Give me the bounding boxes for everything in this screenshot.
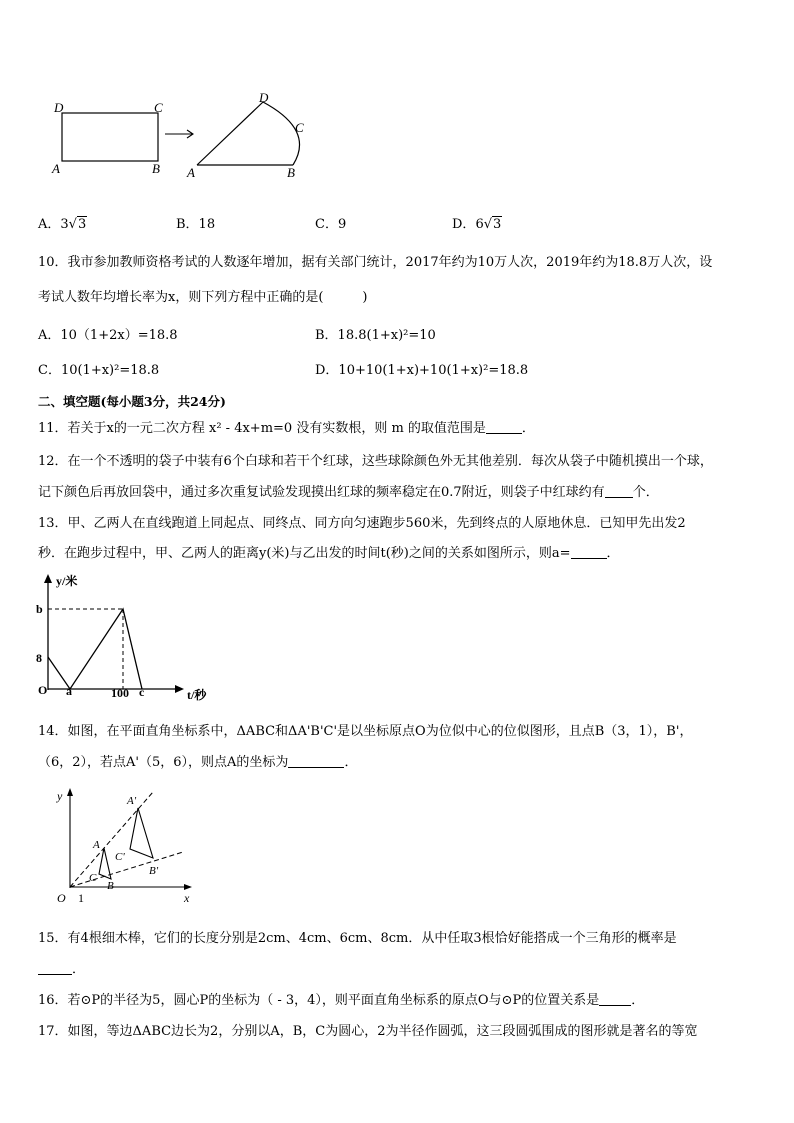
q16: [38, 989, 644, 1008]
q13-line1: 13．甲、乙两人在直线跑道上同起点、同终点、同方向匀速跑步560米，先到终点的人原地休息．已知甲先出发2: [38, 516, 686, 531]
distance-line: [48, 609, 142, 689]
sqrt-icon: √: [68, 217, 77, 232]
q13-line2-text: 秒．在跑步过程中，甲、乙两人的距离y(米)与乙出发的时间t(秒)之间的关系如图所示，则a=: [38, 546, 571, 561]
q10-line2: 考试人数年均增长率为x，则下列方程中正确的是( ): [38, 290, 368, 305]
q11-end: ．: [521, 421, 535, 436]
q16-end: ．: [631, 993, 645, 1008]
y-axis-label: y/米: [56, 574, 78, 588]
label-b: B: [107, 880, 114, 892]
tick-c: c: [139, 685, 145, 699]
q14-line2-end: ．: [344, 755, 358, 770]
q9-option-b: B．18: [176, 217, 216, 232]
q12-line2-end: 个．: [632, 485, 659, 500]
q9-option-a: [38, 213, 87, 232]
q14-line2-text: （6，2），若点A'（5，6），则点A的坐标为: [38, 755, 289, 770]
rectangle-abcd: [62, 113, 158, 161]
tick-100: 100: [111, 686, 129, 700]
y-axis-arrow-icon: [44, 574, 52, 583]
q10-option-a: A．10（1+2x）=18.8: [38, 328, 178, 343]
sqrt-icon: √: [483, 217, 493, 232]
label-c: C: [154, 100, 163, 115]
label-d: D: [54, 100, 64, 115]
answer-blank[interactable]: [288, 755, 344, 768]
q10-option-b: B．18.8(1+x)²=10: [315, 328, 436, 343]
answer-blank[interactable]: [599, 993, 631, 1006]
label-c-prime: C': [115, 851, 125, 863]
triangle-a1b1c1: [130, 808, 153, 858]
x-axis-label: t/秒: [187, 688, 207, 702]
answer-blank[interactable]: [486, 421, 522, 434]
q11-text: 11．若关于x的一元二次方程 x² - 4x+m=0 没有实数根，则 m 的取值范围是: [38, 421, 486, 436]
label-c: C: [295, 120, 304, 135]
answer-blank[interactable]: [605, 485, 633, 498]
q12-line2: [38, 481, 659, 500]
label-d: D: [259, 90, 269, 105]
arc-figure: [185, 90, 310, 180]
y-axis-arrow-icon: [67, 788, 73, 796]
label-a: A: [187, 165, 195, 180]
q12-line2-text: 记下颜色后再放回袋中，通过多次重复试验发现摸出红球的频率稳定在0.7附近，则袋子中红球约有: [38, 485, 605, 500]
q9-option-a-rad: 3: [77, 217, 87, 232]
q14-line2: [38, 751, 357, 770]
ray-ob: [70, 852, 183, 887]
q11: [38, 417, 535, 436]
label-c: C: [89, 872, 97, 884]
x-axis-arrow-icon: [175, 685, 184, 693]
q9-option-d-rad: 3: [493, 217, 502, 232]
segment-ad: [197, 102, 263, 165]
q13-line2: [38, 542, 620, 561]
label-1: 1: [78, 891, 84, 905]
q9-option-d-coef: 6: [475, 217, 484, 232]
label-a-prime: A': [127, 795, 137, 807]
q17: 17．如图，等边ΔABC边长为2，分别以A，B，C为圆心，2为半径作圆弧，这三段圆弧围成的图形就是著名的等宽: [38, 1024, 698, 1039]
q9-option-d-label: D．: [452, 217, 476, 232]
q13-graph: [30, 572, 220, 707]
q9-option-a-coef: 3: [60, 217, 69, 232]
q9-option-a-label: A．: [38, 217, 61, 232]
tick-b: b: [36, 602, 43, 616]
rectangle-figure: [40, 95, 170, 180]
q13-line2-end: ．: [606, 546, 620, 561]
label-b-prime: B': [149, 865, 159, 877]
label-o: O: [57, 891, 66, 905]
q10-line1: 10．我市参加教师资格考试的人数逐年增加，据有关部门统计，2017年约为10万人次，2019年约为18.8万人次，设: [38, 255, 713, 270]
tick-8: 8: [36, 651, 42, 665]
q10-option-d: D．10+10(1+x)+10(1+x)²=18.8: [315, 363, 529, 378]
ray-oa: [70, 792, 153, 887]
label-y: y: [57, 789, 63, 803]
label-b: B: [287, 165, 295, 180]
section-heading: 二、填空题(每小题3分，共24分): [38, 394, 226, 409]
q12-line1: 12．在一个不透明的袋子中装有6个白球和若干个红球，这些球除颜色外无其他差别．每次从袋子中随机摸出一个球，: [38, 454, 713, 469]
q10-option-c: C．10(1+x)²=18.8: [38, 363, 160, 378]
x-axis-arrow-icon: [184, 884, 192, 890]
label-b: B: [152, 161, 160, 176]
q9-option-d: [452, 213, 502, 232]
q14-line1: 14．如图，在平面直角坐标系中，ΔABC和ΔA'B'C'是以坐标原点O为位似中心的位似图形，且点B（3，1），B'，: [38, 724, 693, 739]
label-a: A: [93, 839, 100, 851]
q16-text: 16．若⊙P的半径为5，圆心P的坐标为（ - 3，4），则平面直角坐标系的原点O与⊙P的位置关系是: [38, 993, 600, 1008]
origin-label: O: [38, 683, 48, 697]
answer-blank[interactable]: [571, 546, 607, 559]
tick-a: a: [66, 684, 72, 698]
q9-option-c: C．9: [315, 217, 347, 232]
q15-line1: 15．有4根细木棒，它们的长度分别是2cm、4cm、6cm、8cm．从中任取3根恰好能搭成一个三角形的概率是: [38, 931, 677, 946]
answer-blank[interactable]: [38, 962, 72, 975]
q15-line2: [38, 958, 85, 977]
label-x: x: [184, 891, 190, 905]
q14-graph: [45, 786, 205, 911]
label-a: A: [52, 161, 60, 176]
q15-line2-end: ．: [72, 962, 86, 977]
